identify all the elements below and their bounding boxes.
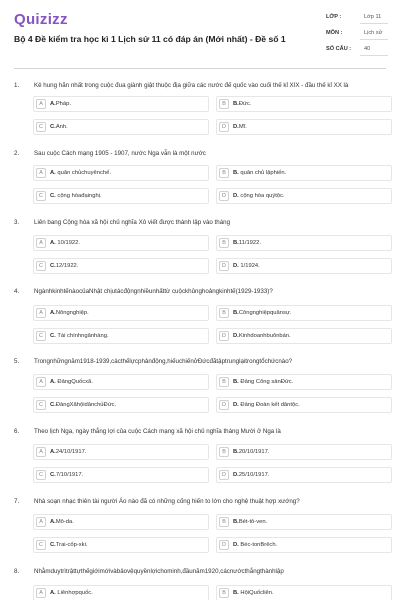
option-b[interactable] (216, 374, 392, 390)
header-divider (14, 68, 386, 69)
page-title: Bộ 4 Đề kiểm tra học kì 1 Lịch sử 11 có đáp án (Mới nhất) - Đề số 1 (14, 34, 286, 44)
option-label: 20/10/1917. (238, 449, 270, 455)
option-c[interactable] (33, 467, 209, 483)
option-letter: B (219, 308, 229, 318)
option-a[interactable] (33, 165, 209, 181)
option-label: cộng hòa quýtộc. (238, 193, 285, 199)
option-label: Đảng Đoàn kết dântộc. (238, 402, 300, 408)
option-label: quân chủchuyênchế. (55, 170, 111, 176)
option-label: Kinhdoanhbuônbán. (238, 333, 291, 339)
question-text: Kẻ hung hãn nhất trong cuộc đua giành giật thuộc địa giữa các nước đế quốc vào cuối thế kỉ XIX - đầu thế kỉ XX là (34, 82, 349, 89)
option-prefix: B. (233, 101, 239, 107)
option-letter: A (36, 168, 46, 178)
option-letter: C (36, 470, 46, 480)
option-label: 7/10/1917. (55, 472, 84, 478)
count-value: 40 (364, 46, 371, 52)
option-letter: C (36, 261, 46, 271)
option-letter: D (219, 331, 229, 341)
meta-subject (326, 30, 388, 42)
option-b[interactable] (216, 585, 392, 600)
option-label: Mĩ. (238, 124, 247, 130)
option-b[interactable] (216, 96, 392, 112)
option-letter: A (36, 308, 46, 318)
option-letter: D (219, 540, 229, 550)
option-label: Nôngnghiệp. (55, 310, 89, 316)
option-c[interactable] (33, 397, 209, 413)
class-label: LỚP : (326, 14, 342, 20)
option-prefix: D. (233, 542, 239, 548)
option-label: cộng hòađạinghị. (55, 193, 102, 199)
option-letter: B (219, 99, 229, 109)
option-d[interactable] (216, 467, 392, 483)
option-label: ĐảngXãhộidânchủĐức. (55, 402, 117, 408)
option-label: 25/10/1917. (238, 472, 270, 478)
option-prefix: A. (50, 101, 56, 107)
option-prefix: C. (50, 402, 56, 408)
option-label: 11/1922. (238, 240, 261, 246)
option-b[interactable] (216, 305, 392, 321)
option-c[interactable] (33, 188, 209, 204)
option-prefix: D. (233, 402, 239, 408)
option-prefix: B. (233, 519, 239, 525)
subject-value: Lịch sử (364, 30, 383, 36)
option-label: 1/1924. (238, 263, 260, 269)
option-prefix: A. (50, 170, 56, 176)
option-letter: B (219, 447, 229, 457)
option-prefix: C. (50, 193, 56, 199)
option-label: Bét-tô-ven. (238, 519, 268, 525)
option-d[interactable] (216, 537, 392, 553)
meta-count (326, 46, 388, 58)
option-letter: D (219, 191, 229, 201)
option-label: Liênhợpquốc. (55, 590, 93, 596)
option-c[interactable] (33, 119, 209, 135)
option-label: 10/1922. (55, 240, 80, 246)
question-text: Theo lịch Nga, ngày thắng lợi của cuộc Cách mạng xã hội chủ nghĩa tháng Mười ở Nga là (34, 428, 281, 435)
option-letter: A (36, 517, 46, 527)
option-letter: C (36, 331, 46, 341)
question-number: 4. (14, 288, 20, 295)
option-letter: A (36, 99, 46, 109)
option-prefix: B. (233, 240, 239, 246)
option-b[interactable] (216, 444, 392, 460)
option-prefix: C. (50, 472, 56, 478)
question-number: 3. (14, 219, 20, 226)
option-letter: D (219, 122, 229, 132)
option-c[interactable] (33, 537, 209, 553)
option-b[interactable] (216, 514, 392, 530)
question-number: 6. (14, 428, 20, 435)
option-letter: D (219, 470, 229, 480)
meta-class (326, 14, 388, 26)
question-text: NgànhkinhtếnàocủaNhật chịutácđộngnhiềunhấttừ cuộckhủnghoảngkinhtế(1929-1933)? (34, 288, 273, 295)
option-b[interactable] (216, 235, 392, 251)
question-number: 8. (14, 568, 20, 575)
option-letter: B (219, 517, 229, 527)
option-prefix: A. (50, 240, 56, 246)
option-d[interactable] (216, 188, 392, 204)
option-prefix: C. (50, 542, 56, 548)
option-a[interactable] (33, 374, 209, 390)
option-a[interactable] (33, 235, 209, 251)
divider (360, 55, 388, 56)
option-a[interactable] (33, 305, 209, 321)
count-label: SỐ CÂU : (326, 46, 352, 52)
option-letter: D (219, 400, 229, 410)
option-letter: B (219, 238, 229, 248)
option-prefix: D. (233, 333, 239, 339)
option-c[interactable] (33, 258, 209, 274)
option-a[interactable] (33, 96, 209, 112)
option-letter: C (36, 400, 46, 410)
option-label: 12/1922. (55, 263, 79, 269)
option-letter: A (36, 588, 46, 598)
option-letter: D (219, 261, 229, 271)
option-a[interactable] (33, 514, 209, 530)
option-prefix: A. (50, 590, 56, 596)
option-prefix: A. (50, 310, 56, 316)
option-prefix: D. (233, 193, 239, 199)
option-prefix: B. (233, 379, 239, 385)
option-prefix: A. (50, 379, 56, 385)
option-a[interactable] (33, 444, 209, 460)
option-label: Đức. (238, 101, 252, 107)
class-value: Lớp 11 (364, 14, 382, 20)
option-letter: A (36, 377, 46, 387)
subject-label: MÔN : (326, 30, 343, 36)
option-letter: C (36, 540, 46, 550)
question-number: 1. (14, 82, 20, 89)
quizizz-logo[interactable]: Quizizz (14, 11, 68, 28)
option-label: quân chủ lậphiến. (238, 170, 287, 176)
option-label: ĐảngQuốcxã. (55, 379, 93, 385)
option-prefix: B. (233, 449, 239, 455)
option-prefix: B. (233, 170, 239, 176)
option-d[interactable] (216, 397, 392, 413)
option-label: 24/10/1917. (55, 449, 87, 455)
option-letter: C (36, 122, 46, 132)
option-d[interactable] (216, 258, 392, 274)
question-text: Liên bang Cộng hòa xã hội chủ nghĩa Xô viết được thành lập vào tháng (34, 219, 231, 226)
option-letter: B (219, 588, 229, 598)
option-prefix: C. (50, 263, 56, 269)
option-a[interactable] (33, 585, 209, 600)
question-text: Sau cuộc Cách mạng 1905 - 1907, nước Nga vẫn là một nước (34, 150, 206, 157)
option-b[interactable] (216, 165, 392, 181)
option-label: Đảng Công sảnĐức. (238, 379, 294, 385)
option-d[interactable] (216, 119, 392, 135)
question-number: 2. (14, 150, 20, 157)
option-c[interactable] (33, 328, 209, 344)
option-letter: A (36, 238, 46, 248)
question-text: Nhằmduytrìtrậttựthếgiớimớivàbảovệquyềnlợichominh,đầunăm1920,cácnướcthắngthànhlập (34, 568, 284, 575)
question-number: 5. (14, 358, 20, 365)
option-label: Trai-cốp-xki. (55, 542, 88, 548)
option-prefix: A. (50, 519, 56, 525)
option-label: Pháp. (55, 101, 71, 107)
option-label: Mô-da. (55, 519, 74, 525)
option-label: Anh. (55, 124, 68, 130)
option-label: Tài chínhngânhàng. (55, 333, 109, 339)
option-label: Béc-tonBrêch. (238, 542, 278, 548)
divider (360, 23, 388, 24)
option-letter: B (219, 377, 229, 387)
option-prefix: C. (50, 124, 56, 130)
divider (360, 39, 388, 40)
option-letter: B (219, 168, 229, 178)
option-prefix: D. (233, 263, 239, 269)
question-number: 7. (14, 498, 20, 505)
option-prefix: B. (233, 310, 239, 316)
option-d[interactable] (216, 328, 392, 344)
option-prefix: C. (50, 333, 56, 339)
header (0, 0, 400, 66)
option-prefix: B. (233, 590, 239, 596)
option-prefix: D. (233, 124, 239, 130)
question-text: Nhà soạn nhạc thiên tài người Áo nào đã có những cống hiến to lớn cho nghệ thuật hợp xướng? (34, 498, 300, 505)
option-prefix: D. (233, 472, 239, 478)
option-letter: A (36, 447, 46, 457)
option-prefix: A. (50, 449, 56, 455)
option-label: HộiQuốcliên. (238, 590, 274, 596)
question-text: Trongnhữngnăm1918-1939,cácthếlựcphảnđộng,hiếuchiếnởĐứcđãtậptrunglạitrongtổchứcnào? (34, 358, 293, 365)
option-label: Côngnghiệpquânsự. (238, 310, 292, 316)
option-letter: C (36, 191, 46, 201)
